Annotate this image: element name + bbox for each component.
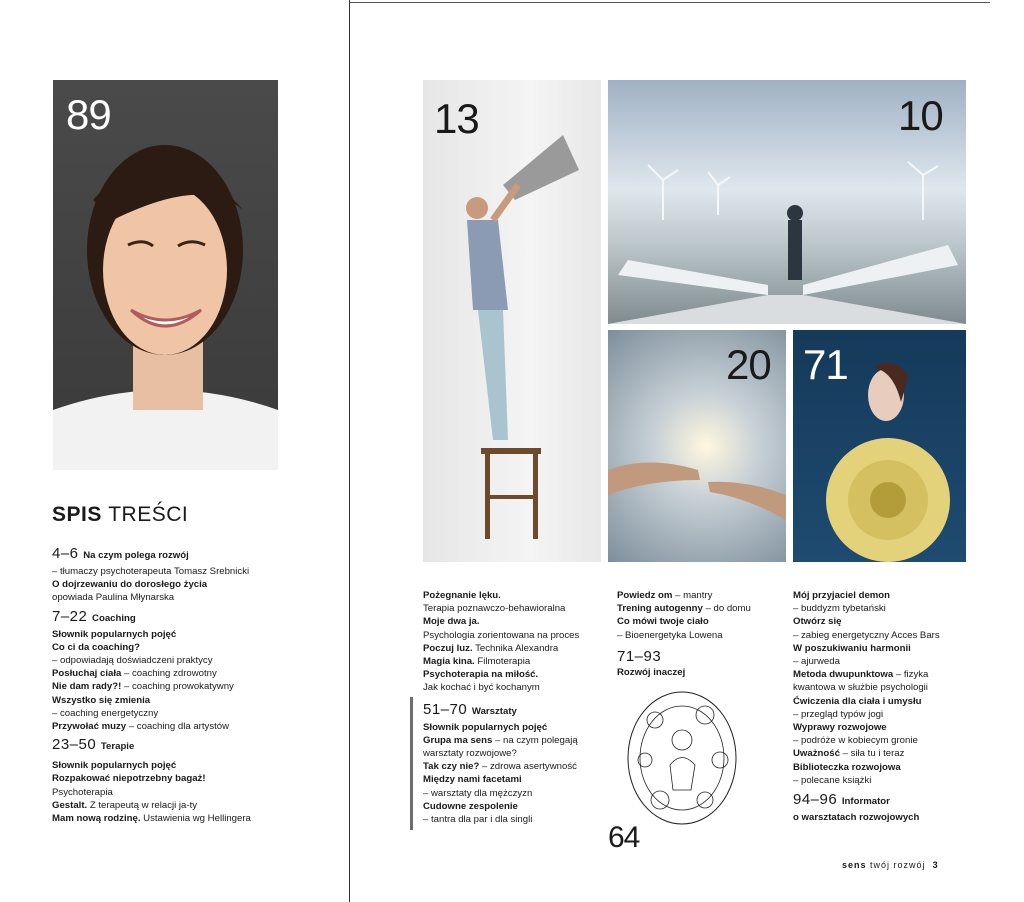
toc-entry: – ajurweda	[793, 656, 840, 668]
toc-entry[interactable]	[423, 734, 603, 747]
section-71-93	[617, 648, 787, 665]
toc-entry-desc: – na czym polegają	[492, 734, 578, 746]
toc-entry: – odpowiadają doświadczeni praktycy	[52, 655, 213, 667]
toc-column-2	[423, 589, 603, 826]
toc-entry-title: Wszystko się zmienia	[52, 694, 151, 706]
toc-entry[interactable]	[52, 641, 342, 654]
toc-entry: – warsztaty dla mężczyzn	[423, 787, 533, 799]
toc-entry-title: Otwórz się	[793, 616, 842, 628]
toc-entry-desc: – zdrowa asertywność	[479, 761, 577, 773]
section-title[interactable]: Na czym polega rozwój	[83, 550, 189, 561]
section-range: 71–93	[617, 647, 662, 665]
magazine-tagline: twój rozwój	[870, 860, 926, 870]
section-range: 51–70	[423, 700, 468, 718]
toc-entry[interactable]	[793, 668, 968, 681]
toc-entry-title: Poczuj luz.	[423, 642, 473, 654]
page-gutter	[349, 0, 350, 902]
page-number: 3	[932, 860, 939, 870]
toc-column-1	[52, 542, 342, 825]
toc-entry-title: Gestalt.	[52, 799, 88, 811]
section-23-50	[52, 736, 342, 755]
section-title[interactable]: Terapie	[100, 741, 135, 753]
toc-entry-title: Przywołać muzy	[52, 721, 127, 733]
toc-entry-desc: – do domu	[702, 603, 751, 615]
toc-entry[interactable]	[52, 772, 342, 785]
toc-heading-bold: SPIS	[52, 503, 102, 526]
toc-entry-desc: – fizyka	[893, 669, 929, 681]
toc-entry: – buddyzm tybetański	[793, 603, 886, 615]
toc-entry[interactable]	[52, 667, 342, 680]
toc-entry-title: Biblioteczka rozwojowa	[793, 761, 901, 773]
toc-entry-desc: – coaching dla artystów	[126, 721, 230, 733]
toc-entry-title: Uważność	[793, 748, 840, 760]
section-title[interactable]: Informator	[841, 796, 890, 808]
toc-entry-title: Mam nową rodzinę.	[52, 813, 141, 825]
toc-entry[interactable]	[617, 666, 787, 679]
toc-entry-title: Ćwiczenia dla ciała i umysłu	[793, 695, 922, 707]
toc-entry-desc: Z terapeutą w relacji ja-ty	[87, 799, 198, 811]
toc-entry[interactable]	[617, 602, 787, 615]
section-title[interactable]: Coaching	[92, 612, 136, 624]
toc-entry: warsztaty rozwojowe?	[423, 748, 517, 760]
toc-entry-title: Między nami facetami	[423, 774, 522, 786]
toc-entry[interactable]	[793, 747, 968, 760]
page-number-10: 10	[898, 92, 943, 139]
toc-entry-title: Nie dam rady?!	[52, 681, 122, 693]
coloring-illustration	[625, 690, 740, 830]
section-range: 23–50	[52, 736, 97, 754]
section-title: Rozwój inaczej	[617, 666, 686, 678]
toc-entry-title: o warsztatach rozwojowych	[793, 812, 920, 824]
section-94-96	[793, 791, 968, 810]
toc-entry-title: Słownik popularnych pojęć	[423, 721, 548, 733]
toc-entry: – zabieg energetyczny Acces Bars	[793, 629, 940, 641]
section-range: 7–22	[52, 607, 88, 625]
page-number-89: 89	[66, 91, 111, 138]
toc-entry[interactable]	[423, 721, 603, 734]
toc-entry-title: Tak czy nie?	[423, 761, 480, 773]
toc-entry-title: Moje dwa ja.	[423, 616, 480, 628]
toc-entry[interactable]	[423, 760, 603, 773]
toc-entry[interactable]	[52, 578, 342, 591]
toc-entry[interactable]	[423, 668, 603, 681]
toc-entry[interactable]	[793, 589, 968, 602]
coloring-mandala	[625, 690, 740, 830]
toc-entry-desc: Ustawienia wg Hellingera	[140, 813, 251, 825]
toc-entry-desc: – siła tu i teraz	[839, 748, 905, 760]
toc-entry[interactable]	[793, 811, 968, 824]
toc-entry[interactable]	[617, 589, 787, 602]
toc-entry[interactable]	[52, 694, 342, 707]
megaphone-illustration	[423, 80, 601, 562]
toc-entry[interactable]	[793, 695, 968, 708]
toc-entry[interactable]	[423, 655, 603, 668]
toc-entry[interactable]	[52, 759, 342, 772]
toc-entry: – coaching energetyczny	[52, 707, 159, 719]
section-range: 94–96	[793, 791, 838, 809]
toc-entry[interactable]	[52, 799, 342, 812]
toc-entry-desc: – mantry	[672, 590, 713, 601]
toc-heading-light: TREŚCI	[108, 503, 189, 526]
photo-hands-clouds	[608, 330, 786, 562]
page-number-64: 64	[608, 821, 640, 854]
toc-entry: Terapia poznawczo-behawioralna	[423, 603, 566, 615]
toc-entry: kwantowa w służbie psychologii	[793, 682, 928, 694]
toc-entry-title: Słownik popularnych pojęć	[52, 760, 177, 772]
toc-entry[interactable]	[793, 615, 968, 628]
toc-entry[interactable]	[52, 680, 342, 693]
toc-entry[interactable]	[793, 642, 968, 655]
toc-entry: opowiada Paulina Młynarska	[52, 592, 175, 604]
toc-entry-title: O dojrzewaniu do dorosłego życia	[52, 579, 208, 591]
photo-wind-turbines	[608, 80, 966, 324]
toc-entry-title: Cudowne zespolenie	[423, 800, 518, 812]
section-4-6	[52, 545, 342, 564]
toc-entry: – przegląd typów jogi	[793, 708, 884, 720]
photo-megaphone-man	[423, 80, 601, 562]
page-number-71: 71	[803, 341, 848, 388]
photo-smiling-woman	[53, 80, 278, 470]
page-number-20: 20	[726, 341, 771, 388]
magazine-name: sens	[842, 860, 867, 870]
toc-entry: Psychoterapia	[52, 786, 113, 798]
toc-entry-title: Metoda dwupunktowa	[793, 669, 894, 681]
toc-entry-title: W poszukiwaniu harmonii	[793, 642, 911, 654]
toc-entry-title: Wyprawy rozwojowe	[793, 722, 887, 734]
toc-entry[interactable]	[52, 628, 342, 641]
toc-entry-title: Trening autogenny	[617, 603, 703, 615]
section-title[interactable]: Warsztaty	[471, 705, 517, 717]
section-marker-bar	[410, 697, 413, 830]
top-rule	[350, 2, 990, 3]
toc-entry-desc: – coaching zdrowotny	[121, 668, 217, 680]
toc-entry-title: Powiedz om	[617, 590, 673, 601]
toc-entry: – tantra dla par i dla singli	[423, 814, 533, 826]
toc-entry[interactable]	[423, 800, 603, 813]
toc-entry: Jak kochać i być kochanym	[423, 682, 540, 694]
toc-entry-desc: Filmoterapia	[474, 656, 531, 668]
toc-entry-title: Magia kina.	[423, 656, 475, 668]
toc-entry[interactable]	[793, 761, 968, 774]
photo-flower-woman	[793, 330, 966, 562]
section-51-70	[423, 701, 603, 720]
toc-entry[interactable]	[617, 615, 787, 628]
section-7-22	[52, 608, 342, 627]
toc-entry-title: Co mówi twoje ciało	[617, 616, 709, 628]
page-footer	[842, 860, 939, 870]
toc-entry: – polecane książki	[793, 774, 872, 786]
toc-entry-desc: Technika Alexandra	[472, 642, 559, 654]
toc-entry: – podróże w kobiecym gronie	[793, 735, 918, 747]
toc-entry[interactable]	[423, 642, 603, 655]
toc-entry[interactable]	[52, 812, 342, 825]
toc-entry[interactable]	[423, 773, 603, 786]
page-number-13: 13	[434, 95, 479, 142]
toc-column-4	[793, 589, 968, 824]
toc-entry: Psychologia zorientowana na proces	[423, 629, 580, 641]
toc-entry[interactable]	[793, 721, 968, 734]
toc-entry[interactable]	[423, 615, 603, 628]
toc-entry: – tłumaczy psychoterapeuta Tomasz Srebnicki	[52, 566, 250, 577]
toc-column-3	[617, 589, 787, 679]
toc-entry-title: Co ci da coaching?	[52, 641, 140, 653]
toc-entry[interactable]	[52, 720, 342, 733]
toc-entry: – Bioenergetyka Lowena	[617, 629, 723, 641]
toc-entry-title: Grupa ma sens	[423, 734, 493, 746]
toc-entry-desc: – coaching prowokatywny	[121, 681, 234, 693]
section-range: 4–6	[52, 545, 79, 562]
woman-illustration	[53, 80, 278, 470]
toc-entry-title: Rozpakować niepotrzebny bagaż!	[52, 773, 206, 785]
toc-entry[interactable]	[423, 589, 603, 602]
toc-entry-title: Posłuchaj ciała	[52, 668, 122, 680]
toc-entry-title: Pożegnanie lęku.	[423, 590, 501, 601]
toc-entry-title: Mój przyjaciel demon	[793, 590, 891, 601]
toc-heading	[52, 503, 188, 527]
toc-entry-title: Słownik popularnych pojęć	[52, 628, 177, 640]
toc-entry-title: Psychoterapia na miłość.	[423, 669, 539, 681]
